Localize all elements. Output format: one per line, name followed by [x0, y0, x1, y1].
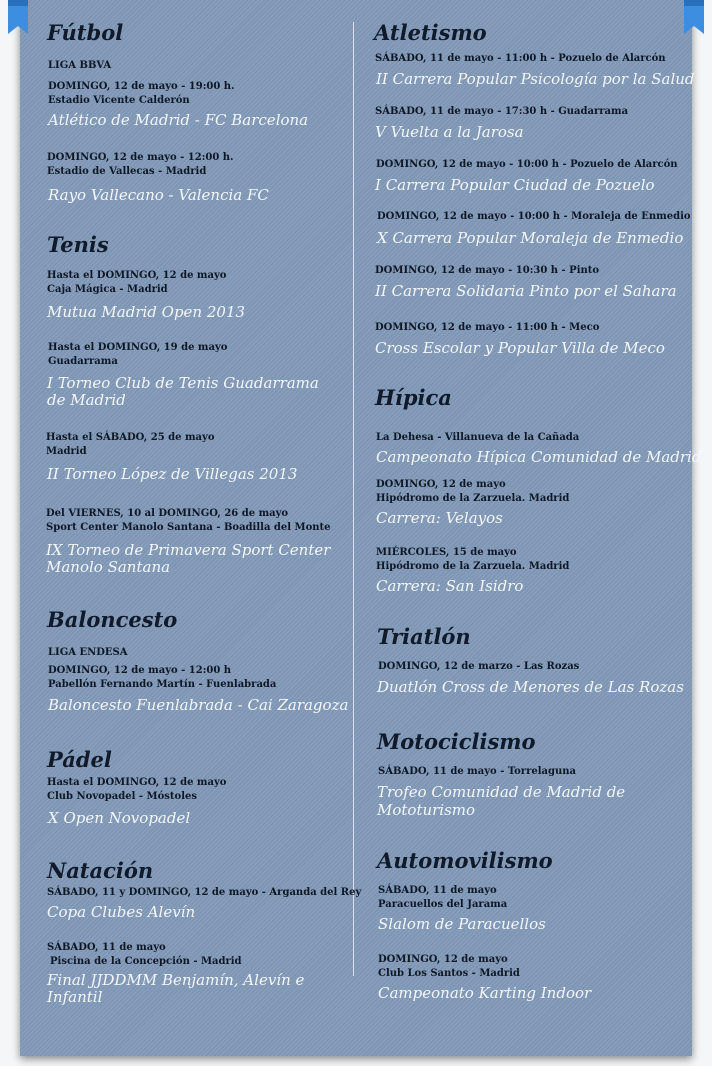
event-venue: Estadio de Vallecas - Madrid — [47, 166, 207, 177]
ribbon-left-icon — [8, 0, 28, 34]
event-date: Hasta el DOMINGO, 19 de mayo — [48, 342, 228, 353]
section-title-baloncesto: Baloncesto — [47, 607, 178, 632]
section-title-atletismo: Atletismo — [374, 20, 487, 45]
event-date: DOMINGO, 12 de mayo — [376, 479, 506, 490]
event-meta: DOMINGO, 12 de mayo - 10:00 h - Moraleja de Enmedio — [377, 211, 691, 222]
event-name-cont: Infantil — [47, 988, 103, 1006]
event-name: Mutua Madrid Open 2013 — [47, 303, 246, 321]
event-name: Trofeo Comunidad de Madrid de — [377, 783, 626, 801]
event-name: I Carrera Popular Ciudad de Pozuelo — [375, 176, 655, 194]
event-venue: Hipódromo de la Zarzuela. Madrid — [376, 561, 570, 572]
event-name: I Torneo Club de Tenis Guadarrama — [47, 374, 319, 392]
event-name: II Torneo López de Villegas 2013 — [47, 465, 298, 483]
event-name-cont: Manolo Santana — [46, 558, 171, 576]
event-name: Campeonato Hípica Comunidad de Madrid — [376, 448, 702, 466]
event-name: V Vuelta a la Jarosa — [375, 123, 524, 141]
event-venue: Piscina de la Concepción - Madrid — [50, 956, 242, 967]
event-date: DOMINGO, 12 de mayo - 12:00 h. — [47, 152, 234, 163]
event-date: Hasta el DOMINGO, 12 de mayo — [47, 777, 227, 788]
event-meta: DOMINGO, 12 de mayo - 10:00 h - Pozuelo de Alarcón — [376, 159, 678, 170]
column-divider — [353, 22, 354, 976]
event-name: IX Torneo de Primavera Sport Center — [46, 541, 331, 559]
event-date: SÁBADO, 11 y DOMINGO, 12 de mayo - Arganda del Rey — [47, 887, 362, 898]
event-name: II Carrera Solidaria Pinto por el Sahara — [375, 282, 677, 300]
event-venue: Club Novopadel - Móstoles — [47, 791, 197, 802]
ribbon-right-icon — [684, 0, 704, 34]
event-date: DOMINGO, 12 de mayo - 12:00 h — [48, 665, 232, 676]
event-name: X Open Novopadel — [48, 809, 191, 827]
event-venue: Pabellón Fernando Martín - Fuenlabrada — [48, 679, 277, 690]
event-name: Campeonato Karting Indoor — [378, 984, 592, 1002]
event-name: Final JJDDMM Benjamín, Alevín e — [47, 971, 305, 989]
section-title-futbol: Fútbol — [47, 20, 124, 45]
event-name: Cross Escolar y Popular Villa de Meco — [375, 339, 665, 357]
event-name-cont: Mototurismo — [377, 801, 476, 819]
event-date: Hasta el SÁBADO, 25 de mayo — [46, 432, 215, 443]
event-date: MIÉRCOLES, 15 de mayo — [376, 547, 517, 558]
event-meta: La Dehesa - Villanueva de la Cañada — [376, 432, 580, 443]
event-meta: SÁBADO, 11 de mayo - 17:30 h - Guadarrama — [375, 106, 629, 117]
event-name: Atlético de Madrid - FC Barcelona — [48, 111, 309, 129]
event-date: DOMINGO, 12 de mayo - 19:00 h. — [48, 81, 235, 92]
event-meta: DOMINGO, 12 de marzo - Las Rozas — [378, 661, 580, 672]
league-label: LIGA ENDESA — [48, 647, 128, 658]
event-date: Hasta el DOMINGO, 12 de mayo — [47, 270, 227, 281]
event-date: SÁBADO, 11 de mayo — [378, 885, 497, 896]
section-title-tenis: Tenis — [47, 232, 109, 257]
event-name: Copa Clubes Alevín — [47, 903, 196, 921]
league-label: LIGA BBVA — [48, 60, 112, 71]
event-name: Baloncesto Fuenlabrada - Cai Zaragoza — [48, 696, 349, 714]
event-name: Duatlón Cross de Menores de Las Rozas — [377, 678, 684, 696]
event-name: II Carrera Popular Psicología por la Salud — [376, 70, 695, 88]
section-title-padel: Pádel — [47, 747, 112, 772]
event-venue: Guadarrama — [48, 356, 118, 367]
event-date: DOMINGO, 12 de mayo — [378, 954, 508, 965]
event-venue: Paracuellos del Jarama — [378, 899, 508, 910]
event-date: SÁBADO, 11 de mayo — [47, 942, 166, 953]
event-venue: Hipódromo de la Zarzuela. Madrid — [376, 493, 570, 504]
event-name: Rayo Vallecano - Valencia FC — [48, 186, 269, 204]
event-name-cont: de Madrid — [47, 391, 126, 409]
event-venue: Estadio Vicente Calderón — [48, 95, 190, 106]
event-name: Slalom de Paracuellos — [378, 915, 546, 933]
event-name: Carrera: San Isidro — [376, 577, 524, 595]
event-date: Del VIERNES, 10 al DOMINGO, 26 de mayo — [46, 508, 289, 519]
event-name: Carrera: Velayos — [376, 509, 503, 527]
section-title-motociclismo: Motociclismo — [377, 729, 536, 754]
event-meta: SÁBADO, 11 de mayo - 11:00 h - Pozuelo de Alarcón — [375, 53, 666, 64]
event-meta: SÁBADO, 11 de mayo - Torrelaguna — [378, 766, 576, 777]
section-title-natacion: Natación — [47, 858, 154, 883]
event-venue: Club Los Santos - Madrid — [378, 968, 520, 979]
event-venue: Sport Center Manolo Santana - Boadilla del Monte — [46, 522, 331, 533]
event-venue: Madrid — [46, 446, 87, 457]
section-title-triatlon: Triatlón — [377, 624, 471, 649]
section-title-hipica: Hípica — [375, 385, 452, 410]
section-title-automovilismo: Automovilismo — [377, 848, 553, 873]
event-name: X Carrera Popular Moraleja de Enmedio — [377, 229, 684, 247]
event-meta: DOMINGO, 12 de mayo - 10:30 h - Pinto — [375, 265, 600, 276]
event-meta: DOMINGO, 12 de mayo - 11:00 h - Meco — [375, 322, 600, 333]
event-venue: Caja Mágica - Madrid — [47, 284, 168, 295]
